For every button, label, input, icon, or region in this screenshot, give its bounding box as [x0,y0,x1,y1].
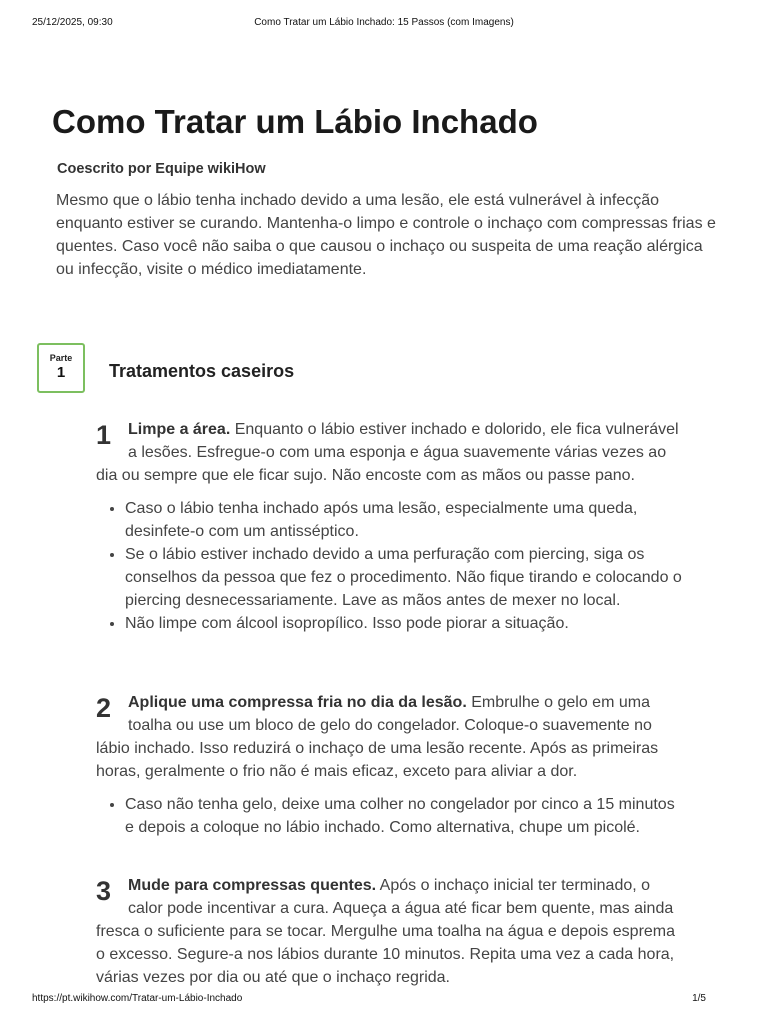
coauthor-line: Coescrito por Equipe wikiHow [57,161,266,177]
step-bullet: • Caso o lábio tenha inchado após uma lesão, especialmente uma queda, desinfete-o com um antisséptico. [125,497,686,543]
step-2 [96,691,686,839]
part-label: Parte [49,353,73,363]
part-badge [37,343,85,393]
step-body: Após o inchaço inicial ter terminado, o calor pode incentivar a cura. Aqueça a água até ficar bem quente, mas ainda fresca o suficiente para se tocar. Mergulhe uma toalha na água e depois esprema o excesso. Segure-a nos lábios durante 10 minutos. Repita uma vez a cada hora, várias vezes por dia ou até que o inchaço regrida. [96,877,676,986]
page-number: 1/5 [692,993,706,1004]
step-heading: Aplique uma compressa fria no dia da lesão. [128,694,467,711]
step-bullet-list [96,497,686,635]
part-title: Tratamentos caseiros [109,361,295,381]
step-number: 1 [96,420,112,450]
step-bullet-list [96,793,686,839]
step-body: Embrulhe o gelo em uma toalha ou use um bloco de gelo do congelador. Coloque-o suavemente no lábio inchado. Isso reduzirá o inchaço de uma lesão recente. Após as primeiras horas, geralmente o frio não é mais eficaz, exceto para aliviar a dor. [96,694,659,780]
step-number: 3 [96,876,112,906]
print-header [32,17,736,31]
step-bullet: • Se o lábio estiver inchado devido a uma perfuração com piercing, siga os conselhos da pessoa que fez o procedimento. Não fique tirando e colocando o piercing desnecessariamente. Lave as mãos antes de mexer no local. [125,543,686,612]
step-bullet: • Não limpe com álcool isopropílico. Isso pode piorar a situação. [125,612,686,635]
step-heading: Mude para compressas quentes. [128,877,377,894]
article-title: Como Tratar um Lábio Inchado [52,103,538,140]
article-intro: Mesmo que o lábio tenha inchado devido a uma lesão, ele está vulnerável à infecção enquanto estiver se curando. Mantenha-o limpo e controle o inchaço com compressas frias e quentes. Caso você não saiba o que causou o inchaço ou suspeita de uma reação alérgica ou infecção, visite o médico imediatamente. [56,192,716,278]
page-url: https://pt.wikihow.com/Tratar-um-Lábio-Inchado [32,993,243,1004]
part-number: 1 [56,364,66,381]
step-3 [96,874,686,989]
step-heading: Limpe a área. [128,421,231,438]
step-body: Enquanto o lábio estiver inchado e dolorido, ele fica vulnerável a lesões. Esfregue-o com uma esponja e água suavemente várias vezes ao dia ou sempre que ele ficar sujo. Não encoste com as mãos ou passe pano. [96,421,679,484]
step-number: 2 [96,693,112,723]
step-bullet: • Caso não tenha gelo, deixe uma colher no congelador por cinco a 15 minutos e depois a coloque no lábio inchado. Como alternativa, chupe um picolé. [125,793,686,839]
print-footer [32,993,736,1007]
step-1 [96,418,686,635]
print-document-title: Como Tratar um Lábio Inchado: 15 Passos (com Imagens) [254,17,514,28]
print-datetime: 25/12/2025, 09:30 [32,17,113,28]
